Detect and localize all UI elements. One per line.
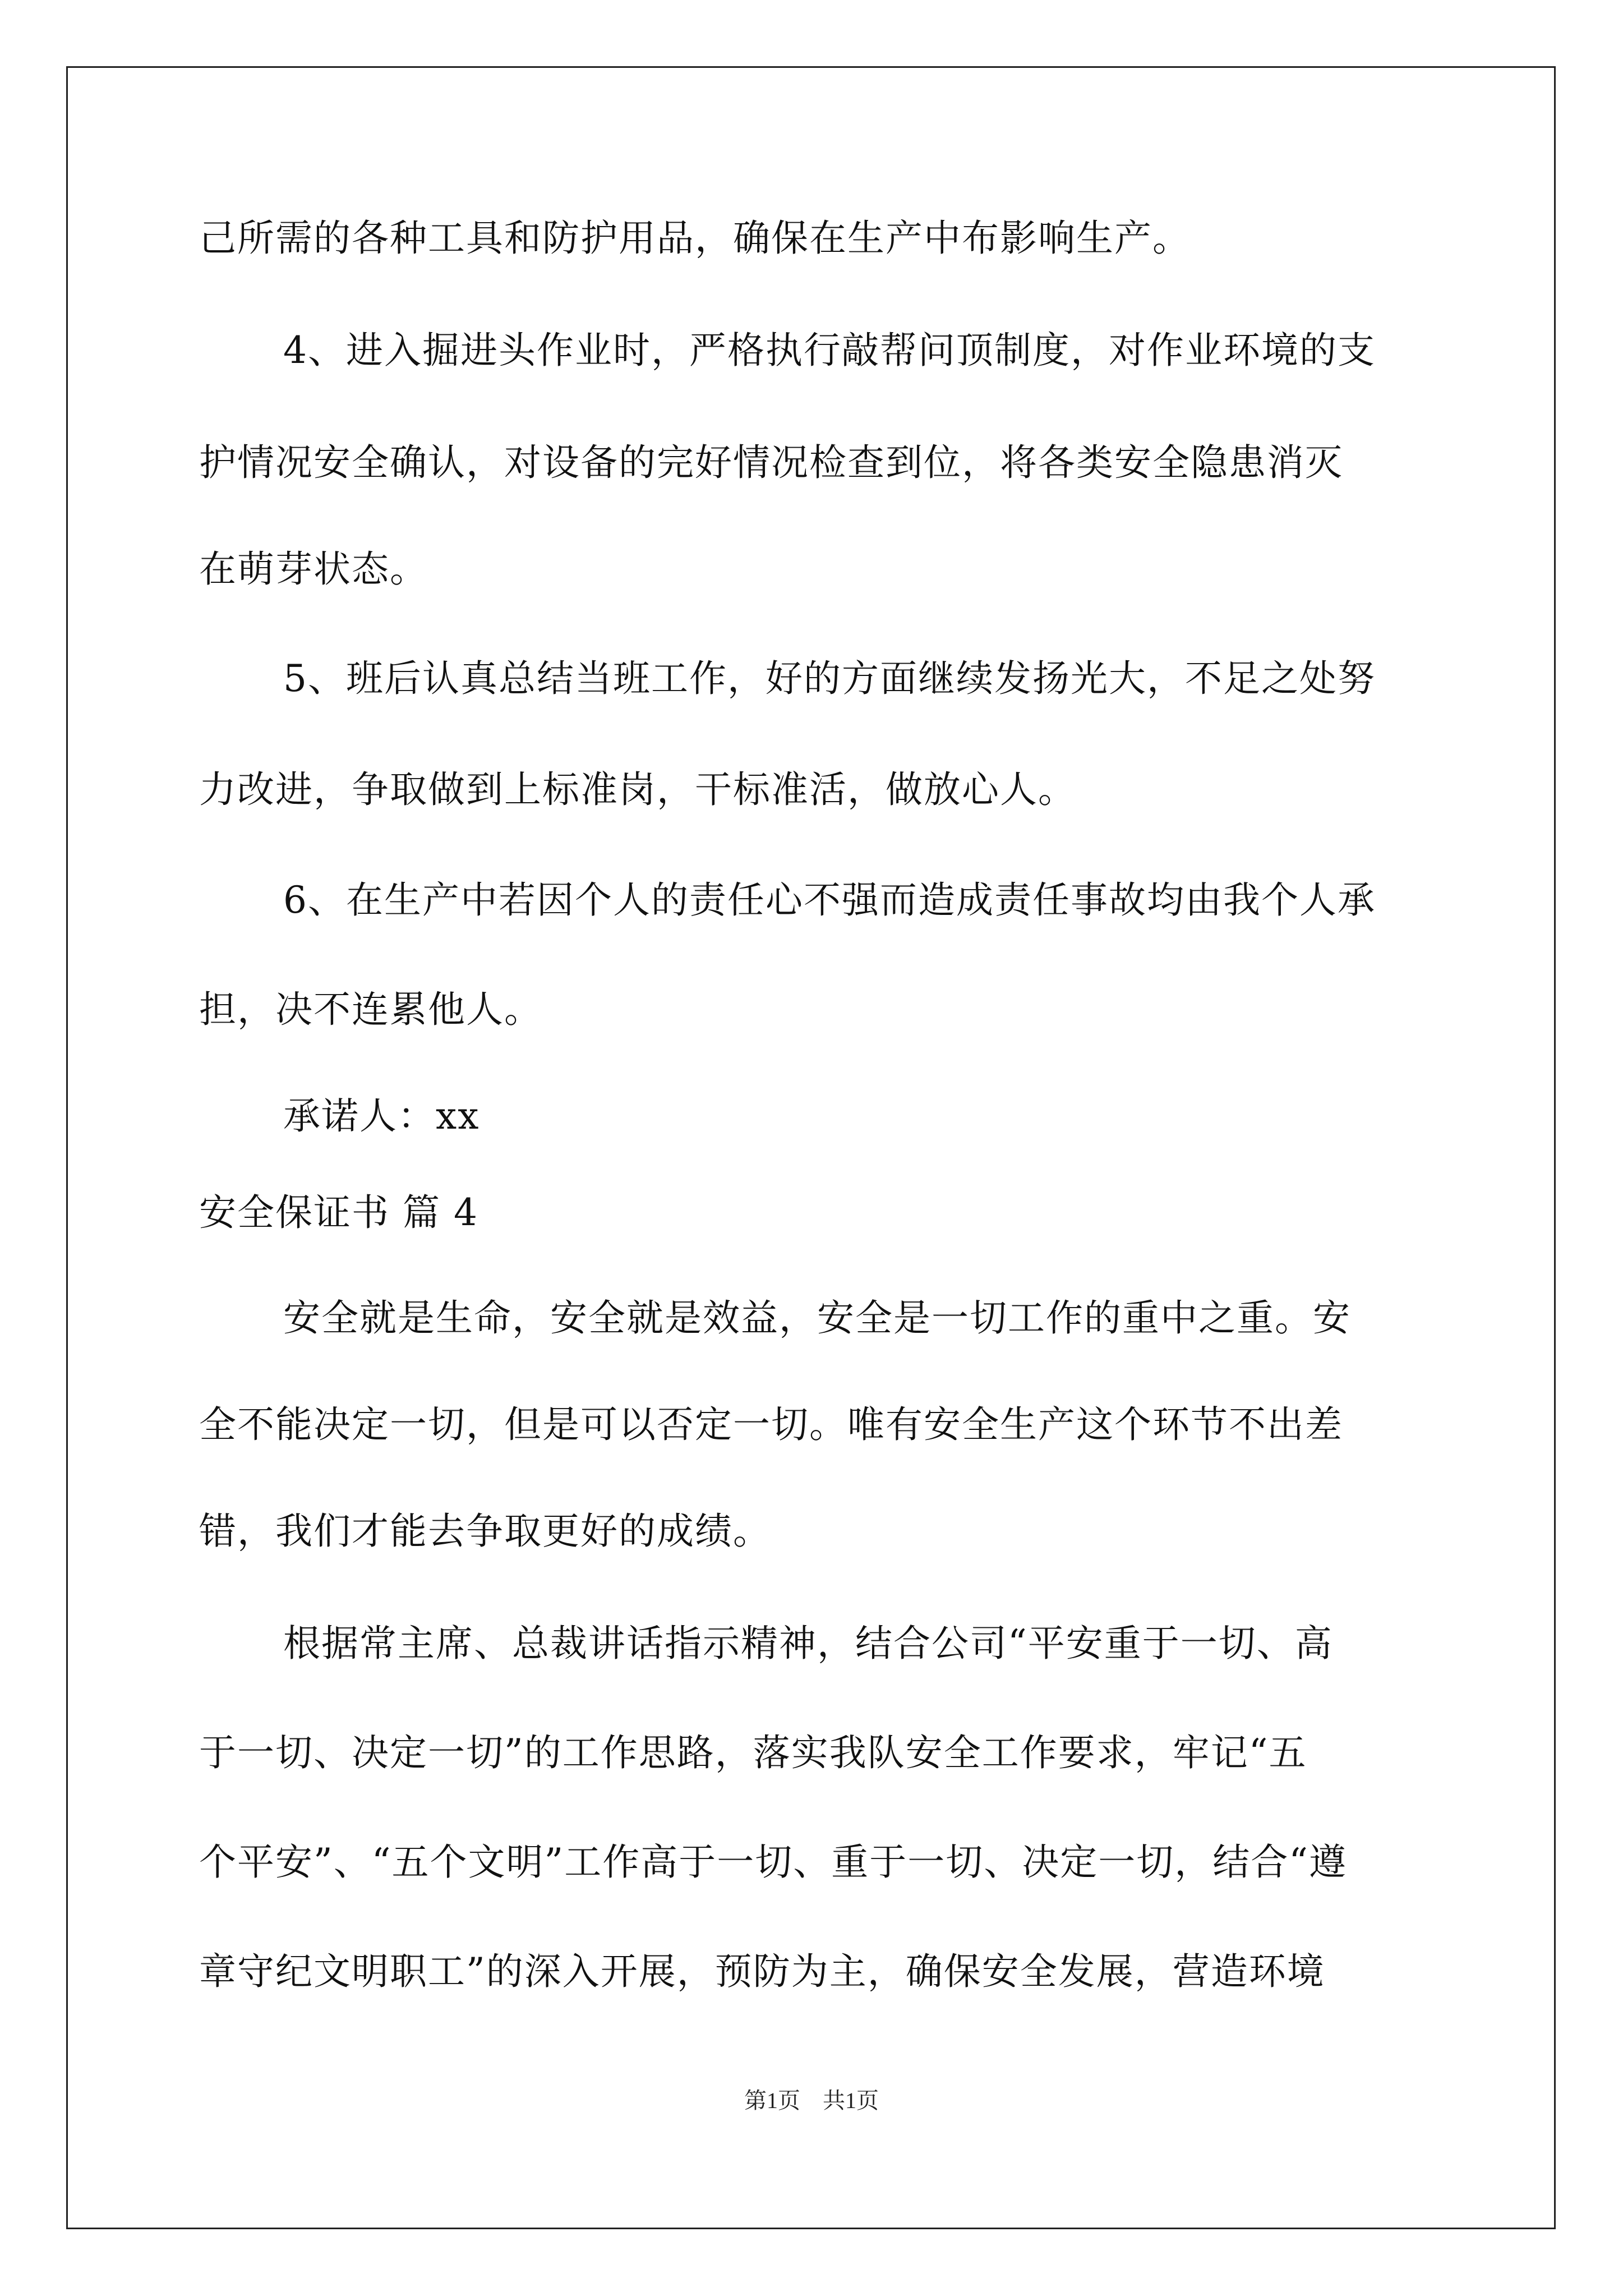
- text-line: 6、在生产中若因个人的责任心不强而造成责任事故均由我个人承: [283, 878, 1376, 922]
- text-line: 担，决不连累他人。: [199, 988, 542, 1031]
- text-line: 在萌芽状态。: [199, 547, 428, 591]
- text-line: 于一切、决定一切”的工作思路，落实我队安全工作要求，牢记“五: [199, 1731, 1307, 1774]
- page-footer: 第1页 共1页: [744, 2088, 879, 2113]
- section-heading: 安全保证书 篇 4: [199, 1191, 478, 1234]
- text-line: 个平安”、“五个文明”工作高于一切、重于一切、决定一切，结合“遵: [199, 1841, 1347, 1884]
- text-line: 4、进入掘进头作业时，严格执行敲帮问顶制度，对作业环境的支: [283, 329, 1376, 372]
- page-border: [66, 66, 1556, 2229]
- text-line: 安全就是生命，安全就是效益，安全是一切工作的重中之重。安: [283, 1296, 1351, 1340]
- text-line: 己所需的各种工具和防护用品，确保在生产中布影响生产。: [199, 217, 1191, 260]
- text-line: 护情况安全确认，对设备的完好情况检查到位，将各类安全隐患消灭: [199, 441, 1343, 484]
- text-line: 全不能决定一切，但是可以否定一切。唯有安全生产这个环节不出差: [199, 1403, 1343, 1446]
- text-line: 力改进，争取做到上标准岗，干标准活，做放心人。: [199, 768, 1076, 811]
- text-line: 章守纪文明职工”的深入开展，预防为主，确保安全发展，营造环境: [199, 1950, 1325, 1993]
- text-line: 错，我们才能去争取更好的成绩。: [199, 1510, 771, 1553]
- signatory-line: 承诺人：xx: [283, 1094, 480, 1138]
- text-line: 5、班后认真总结当班工作，好的方面继续发扬光大，不足之处努: [283, 657, 1376, 700]
- text-line: 根据常主席、总裁讲话指示精神，结合公司“平安重于一切、高: [283, 1622, 1333, 1665]
